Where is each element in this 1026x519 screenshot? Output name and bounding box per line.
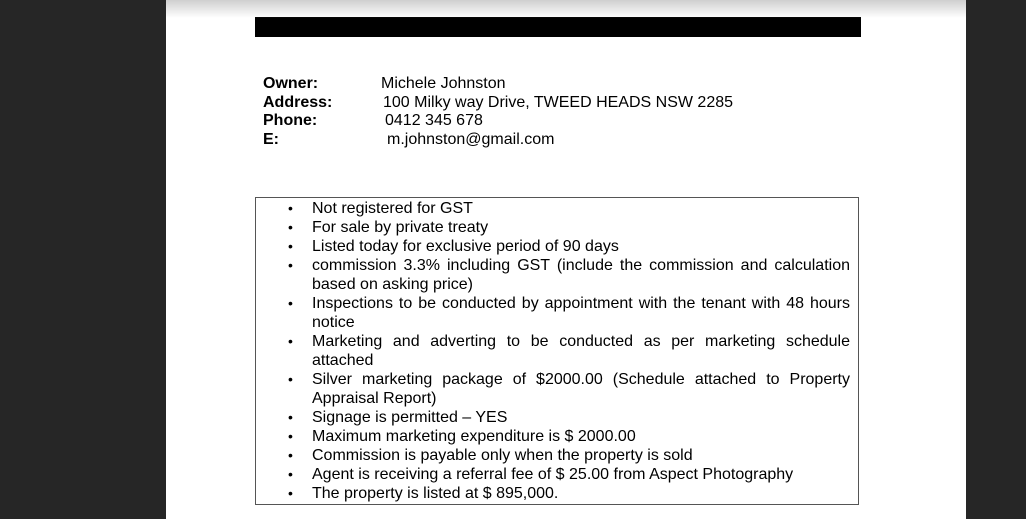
bullet-icon: • bbox=[288, 219, 293, 235]
address-label: Address: bbox=[263, 93, 333, 111]
term-text: Not registered for GST bbox=[312, 200, 473, 217]
term-text: Listed today for exclusive period of 90 days bbox=[312, 238, 619, 255]
term-text: Commission is payable only when the property is sold bbox=[312, 447, 693, 464]
term-text: Signage is permitted – YES bbox=[312, 409, 508, 426]
bullet-icon: • bbox=[288, 333, 293, 349]
listing-terms-box bbox=[255, 197, 859, 505]
bullet-icon: • bbox=[288, 295, 293, 311]
owner-value: Michele Johnston bbox=[381, 75, 506, 92]
term-text: commission 3.3% including GST (include the commission and calculation based on asking price) bbox=[312, 257, 850, 293]
list-item bbox=[256, 199, 858, 218]
term-text: Inspections to be conducted by appointment with the tenant with 48 hours notice bbox=[312, 295, 850, 331]
list-item bbox=[256, 408, 858, 427]
term-text: Silver marketing package of $2000.00 (Schedule attached to Property Appraisal Report) bbox=[312, 371, 850, 407]
bullet-icon: • bbox=[288, 238, 293, 254]
bullet-icon: • bbox=[288, 257, 293, 273]
bullet-icon: • bbox=[288, 428, 293, 444]
list-item bbox=[256, 446, 858, 465]
email-label: E: bbox=[263, 130, 279, 148]
bullet-icon: • bbox=[288, 371, 293, 387]
phone-value: 0412 345 678 bbox=[385, 112, 483, 129]
redacted-header-bar bbox=[255, 17, 861, 37]
term-text: The property is listed at $ 895,000. bbox=[312, 485, 559, 502]
list-item bbox=[256, 370, 858, 408]
term-text: Maximum marketing expenditure is $ 2000.00 bbox=[312, 428, 636, 445]
list-item bbox=[256, 465, 858, 484]
list-item bbox=[256, 294, 858, 332]
list-item bbox=[256, 427, 858, 446]
email-value: m.johnston@gmail.com bbox=[387, 130, 555, 148]
list-item bbox=[256, 256, 858, 294]
bullet-icon: • bbox=[288, 409, 293, 425]
bullet-icon: • bbox=[288, 200, 293, 216]
phone-label: Phone: bbox=[263, 112, 318, 129]
page-top-shadow bbox=[166, 0, 966, 18]
listing-terms-list bbox=[256, 199, 858, 503]
bullet-icon: • bbox=[288, 485, 293, 501]
bullet-icon: • bbox=[288, 466, 293, 482]
owner-label: Owner: bbox=[263, 75, 319, 92]
list-item bbox=[256, 332, 858, 370]
address-value: 100 Milky way Drive, TWEED HEADS NSW 2285 bbox=[383, 93, 734, 111]
bullet-icon: • bbox=[288, 447, 293, 463]
list-item bbox=[256, 218, 858, 237]
list-item bbox=[256, 484, 858, 503]
list-item bbox=[256, 237, 858, 256]
term-text: Agent is receiving a referral fee of $ 25.00 from Aspect Photography bbox=[312, 466, 794, 483]
document-page bbox=[166, 0, 966, 519]
term-text: Marketing and adverting to be conducted as per marketing schedule attached bbox=[312, 333, 850, 369]
term-text: For sale by private treaty bbox=[312, 219, 489, 236]
